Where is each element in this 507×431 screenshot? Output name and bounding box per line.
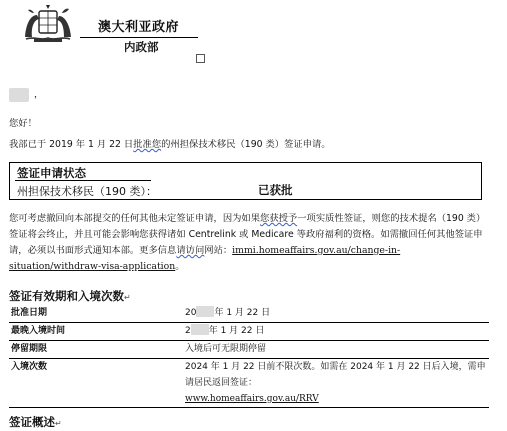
redacted-digits: [196, 306, 214, 317]
row-label: 最晚入境时间: [9, 323, 183, 341]
row-value: [183, 305, 489, 323]
notice-text-end: 。: [175, 261, 185, 272]
status-heading-rule: [15, 180, 151, 181]
entries-text: 2024 年 1 月 22 日前不限次数。如需在 2024 年 1 月 22 日后入境，需申请居民返回签证：: [185, 362, 486, 388]
header-divider: [80, 37, 198, 38]
validity-heading-text: 签证有效期和入境次数: [9, 289, 124, 303]
table-row: [9, 359, 489, 408]
withdraw-visa-link[interactable]: immi.homeaffairs.gov.au/change-in-situation/withdraw-visa-application: [9, 245, 401, 272]
intro-text-end: 的州担保技术移民（190 类）签证申请。: [161, 139, 331, 150]
rrv-link[interactable]: www.homeaffairs.gov.au/RRV: [185, 394, 319, 404]
row-value: [183, 359, 489, 408]
greeting: 您好！: [9, 118, 37, 129]
department-subname: 内政部: [124, 40, 159, 54]
notice-highlight: 您获授予: [260, 213, 298, 224]
overview-heading-text: 签证概述: [9, 415, 55, 429]
intro-text: 我部已于 2019 年 1 月 22 日: [9, 139, 134, 150]
intro-highlight: 批准您: [133, 139, 162, 150]
date-suffix: 年 1 月 22 日: [214, 308, 271, 318]
notice-highlight-2: 请访问: [176, 245, 205, 256]
notice-text-3: 网站：: [204, 245, 233, 256]
paragraph-mark-box: [196, 54, 205, 63]
addressee-punctuation: ，: [34, 89, 44, 100]
date-prefix: 2: [185, 326, 191, 336]
row-label: 入境次数: [9, 359, 183, 408]
row-label: 批准日期: [9, 305, 183, 323]
notice-text-2: 一项实质性签证，则您的技术提名（190 类）签证将会终止，并且可能会影响您获得诸如 Centrelink 或 Medicare 等政府福利的资格。如需撤回任何其他签证申请，必须以书面形式通知本部。更多信息: [9, 213, 486, 256]
date-prefix: 20: [185, 308, 197, 318]
intro-paragraph: [9, 137, 331, 152]
paragraph-mark-icon: ↵: [124, 293, 131, 302]
visa-type: 州担保技术移民（190 类）：: [17, 185, 157, 198]
validity-table: [9, 305, 489, 408]
validity-heading: [9, 288, 131, 304]
coat-of-arms-logo: [22, 3, 74, 45]
table-row: [9, 305, 489, 323]
row-value: 入境后可无限期停留: [183, 341, 489, 359]
paragraph-mark-icon: ↵: [55, 419, 62, 428]
table-row: [9, 323, 489, 341]
department-name: 澳大利亚政府: [98, 20, 180, 35]
redacted-name: [9, 88, 29, 102]
row-label: 停留期限: [9, 341, 183, 359]
withdraw-notice: [9, 211, 489, 275]
redacted-digits: [191, 324, 209, 335]
notice-text: 您可考虑撤回向本部提交的任何其他未定签证申请，因为如果: [9, 213, 261, 224]
row-value: [183, 323, 489, 341]
status-value: 已获批: [258, 183, 293, 197]
status-heading: 签证申请状态: [17, 166, 86, 180]
overview-heading: [9, 414, 62, 430]
table-row: [9, 341, 489, 359]
date-suffix: 年 1 月 22 日: [208, 326, 265, 336]
